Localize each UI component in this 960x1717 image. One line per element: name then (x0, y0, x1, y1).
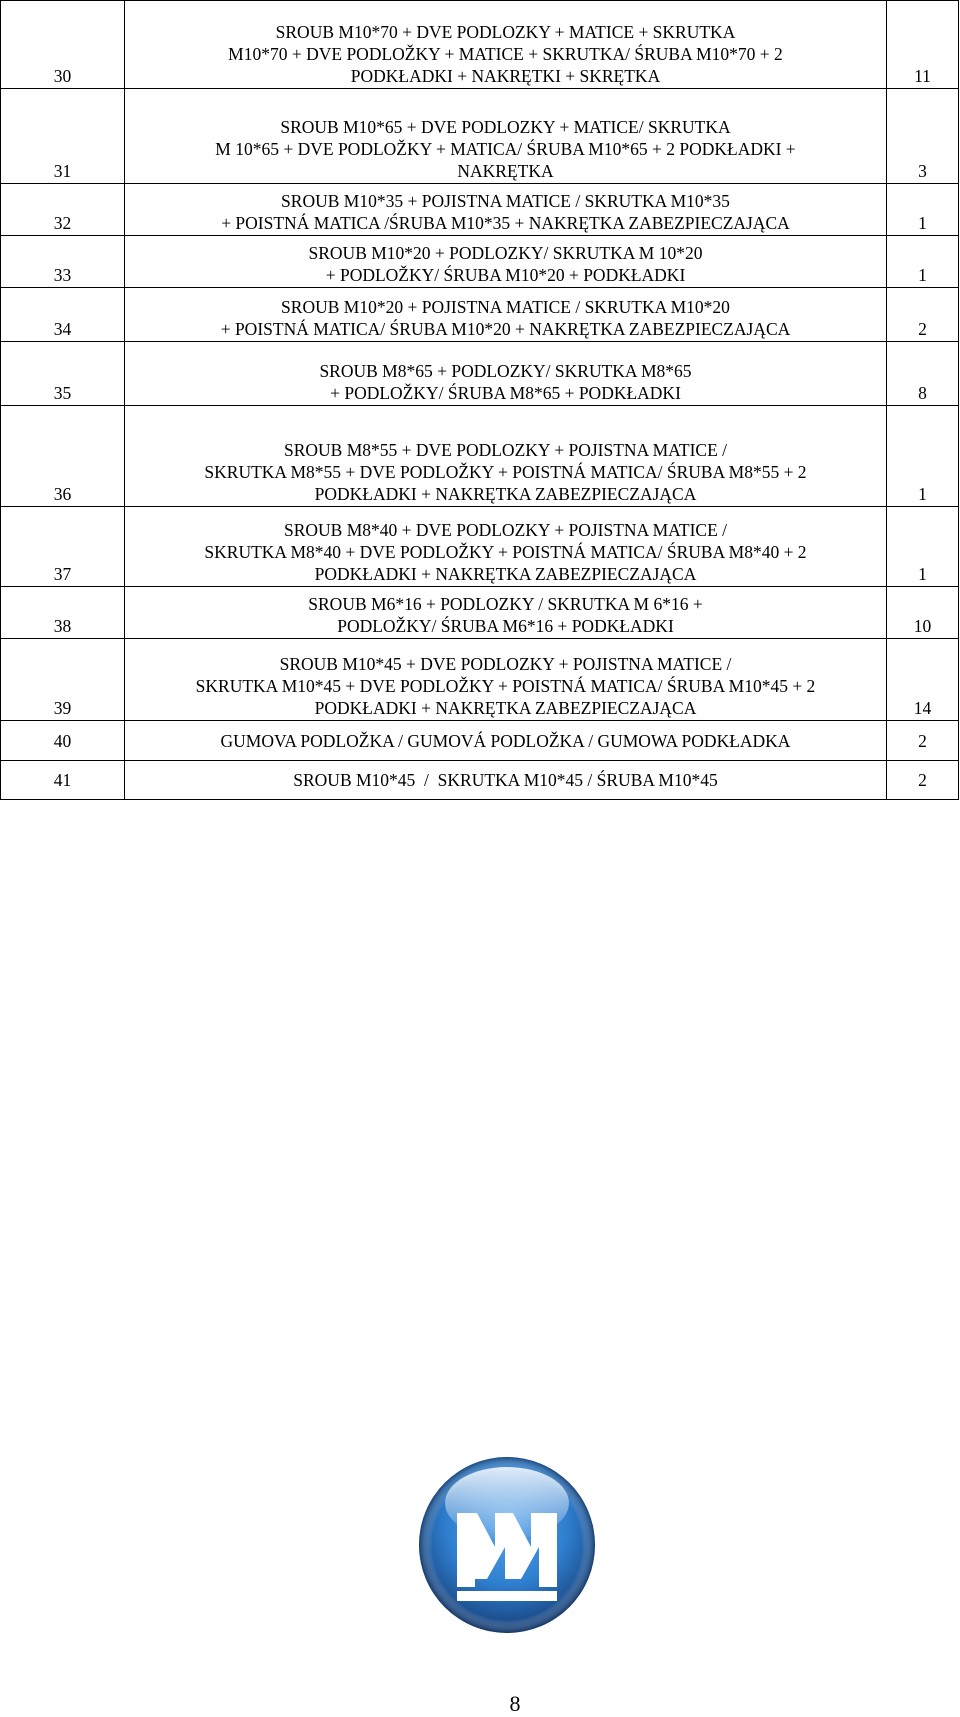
description-line: GUMOVA PODLOŽKA / GUMOVÁ PODLOŽKA / GUMOWA PODKŁADKA (220, 730, 791, 751)
row-number: 35 (1, 342, 125, 406)
description-line: SROUB M10*45 / SKRUTKA M10*45 / ŚRUBA M10*45 (293, 770, 718, 790)
description-line: SKRUTKA M8*55 + DVE PODLOŽKY + POISTNÁ MATICA/ ŚRUBA M8*55 + 2 (204, 462, 807, 482)
row-quantity: 2 (887, 721, 959, 761)
description-line: PODKŁADKI + NAKRĘTKA ZABEZPIECZAJĄCA (314, 484, 697, 504)
description-line: SKRUTKA M8*40 + DVE PODLOŽKY + POISTNÁ MATICA/ ŚRUBA M8*40 + 2 (204, 542, 807, 562)
description-line: NAKRĘTKA (457, 161, 554, 181)
row-description (125, 89, 887, 184)
row-quantity: 3 (887, 89, 959, 184)
parts-table-body (1, 1, 959, 800)
row-number: 41 (1, 761, 125, 800)
description-line: SROUB M10*35 + POJISTNA MATICE / SKRUTKA M10*35 (281, 191, 730, 211)
row-number: 32 (1, 184, 125, 236)
table-row (1, 89, 959, 184)
row-description (125, 406, 887, 507)
description-line: SROUB M10*70 + DVE PODLOZKY + MATICE + SKRUTKA (275, 22, 736, 42)
row-description (125, 587, 887, 639)
description-line: + PODLOŽKY/ ŚRUBA M8*65 + PODKŁADKI (330, 383, 681, 403)
row-number: 36 (1, 406, 125, 507)
description-line: SROUB M8*65 + PODLOZKY/ SKRUTKA M8*65 (319, 361, 692, 381)
row-description (125, 184, 887, 236)
row-quantity: 1 (887, 236, 959, 288)
row-description (125, 721, 887, 761)
description-line: SROUB M6*16 + PODLOZKY / SKRUTKA M 6*16 + (308, 594, 703, 614)
description-line: + PODLOŽKY/ ŚRUBA M10*20 + PODKŁADKI (325, 265, 686, 285)
description-line: M 10*65 + DVE PODLOŽKY + MATICA/ ŚRUBA M10*65 + 2 PODKŁADKI + (215, 139, 796, 159)
page-number: 8 (509, 1691, 521, 1716)
row-description (125, 342, 887, 406)
description-line: SROUB M10*20 + POJISTNA MATICE / SKRUTKA M10*20 (281, 297, 730, 317)
table-row (1, 288, 959, 342)
row-number: 37 (1, 507, 125, 587)
description-line: + POISTNÁ MATICA /ŚRUBA M10*35 + NAKRĘTKA ZABEZPIECZAJĄCA (221, 213, 790, 233)
row-quantity: 2 (887, 761, 959, 800)
row-number: 40 (1, 721, 125, 761)
description-line: PODLOŽKY/ ŚRUBA M6*16 + PODKŁADKI (337, 616, 674, 636)
table-row (1, 587, 959, 639)
description-line: SROUB M10*20 + PODLOZKY/ SKRUTKA M 10*20 (308, 243, 703, 263)
row-quantity: 14 (887, 639, 959, 721)
mm-logo-icon (417, 1455, 597, 1635)
table-row (1, 1, 959, 89)
table-row (1, 761, 959, 800)
description-line: PODKŁADKI + NAKRĘTKA ZABEZPIECZAJĄCA (314, 564, 697, 584)
description-line: SROUB M10*65 + DVE PODLOZKY + MATICE/ SKRUTKA (280, 117, 731, 137)
table-row (1, 236, 959, 288)
description-line: M10*70 + DVE PODLOŽKY + MATICE + SKRUTKA/ ŚRUBA M10*70 + 2 (228, 44, 783, 64)
row-number: 39 (1, 639, 125, 721)
row-description (125, 288, 887, 342)
table-row (1, 342, 959, 406)
row-description (125, 761, 887, 800)
table-row (1, 639, 959, 721)
row-number: 34 (1, 288, 125, 342)
row-quantity: 11 (887, 1, 959, 89)
description-line: SROUB M10*45 + DVE PODLOZKY + POJISTNA MATICE / (279, 654, 732, 674)
row-description (125, 236, 887, 288)
description-line: SROUB M8*40 + DVE PODLOZKY + POJISTNA MATICE / (283, 520, 727, 540)
row-description (125, 639, 887, 721)
description-line: SKRUTKA M10*45 + DVE PODLOŽKY + POISTNÁ MATICA/ ŚRUBA M10*45 + 2 (195, 676, 816, 696)
table-row (1, 721, 959, 761)
row-description (125, 1, 887, 89)
row-number: 30 (1, 1, 125, 89)
row-number: 31 (1, 89, 125, 184)
row-quantity: 8 (887, 342, 959, 406)
row-quantity: 1 (887, 184, 959, 236)
row-number: 38 (1, 587, 125, 639)
table-row (1, 507, 959, 587)
row-quantity: 10 (887, 587, 959, 639)
row-number: 33 (1, 236, 125, 288)
table-row (1, 184, 959, 236)
row-quantity: 1 (887, 507, 959, 587)
description-line: + POISTNÁ MATICA/ ŚRUBA M10*20 + NAKRĘTKA ZABEZPIECZAJĄCA (220, 319, 791, 339)
table-row (1, 406, 959, 507)
parts-table (0, 0, 959, 800)
row-quantity: 2 (887, 288, 959, 342)
row-description (125, 507, 887, 587)
description-line: PODKŁADKI + NAKRĘTKI + SKRĘTKA (350, 66, 661, 86)
description-line: PODKŁADKI + NAKRĘTKA ZABEZPIECZAJĄCA (314, 698, 697, 718)
company-logo (417, 1455, 597, 1635)
row-quantity: 1 (887, 406, 959, 507)
description-line: SROUB M8*55 + DVE PODLOZKY + POJISTNA MATICE / (283, 440, 727, 460)
